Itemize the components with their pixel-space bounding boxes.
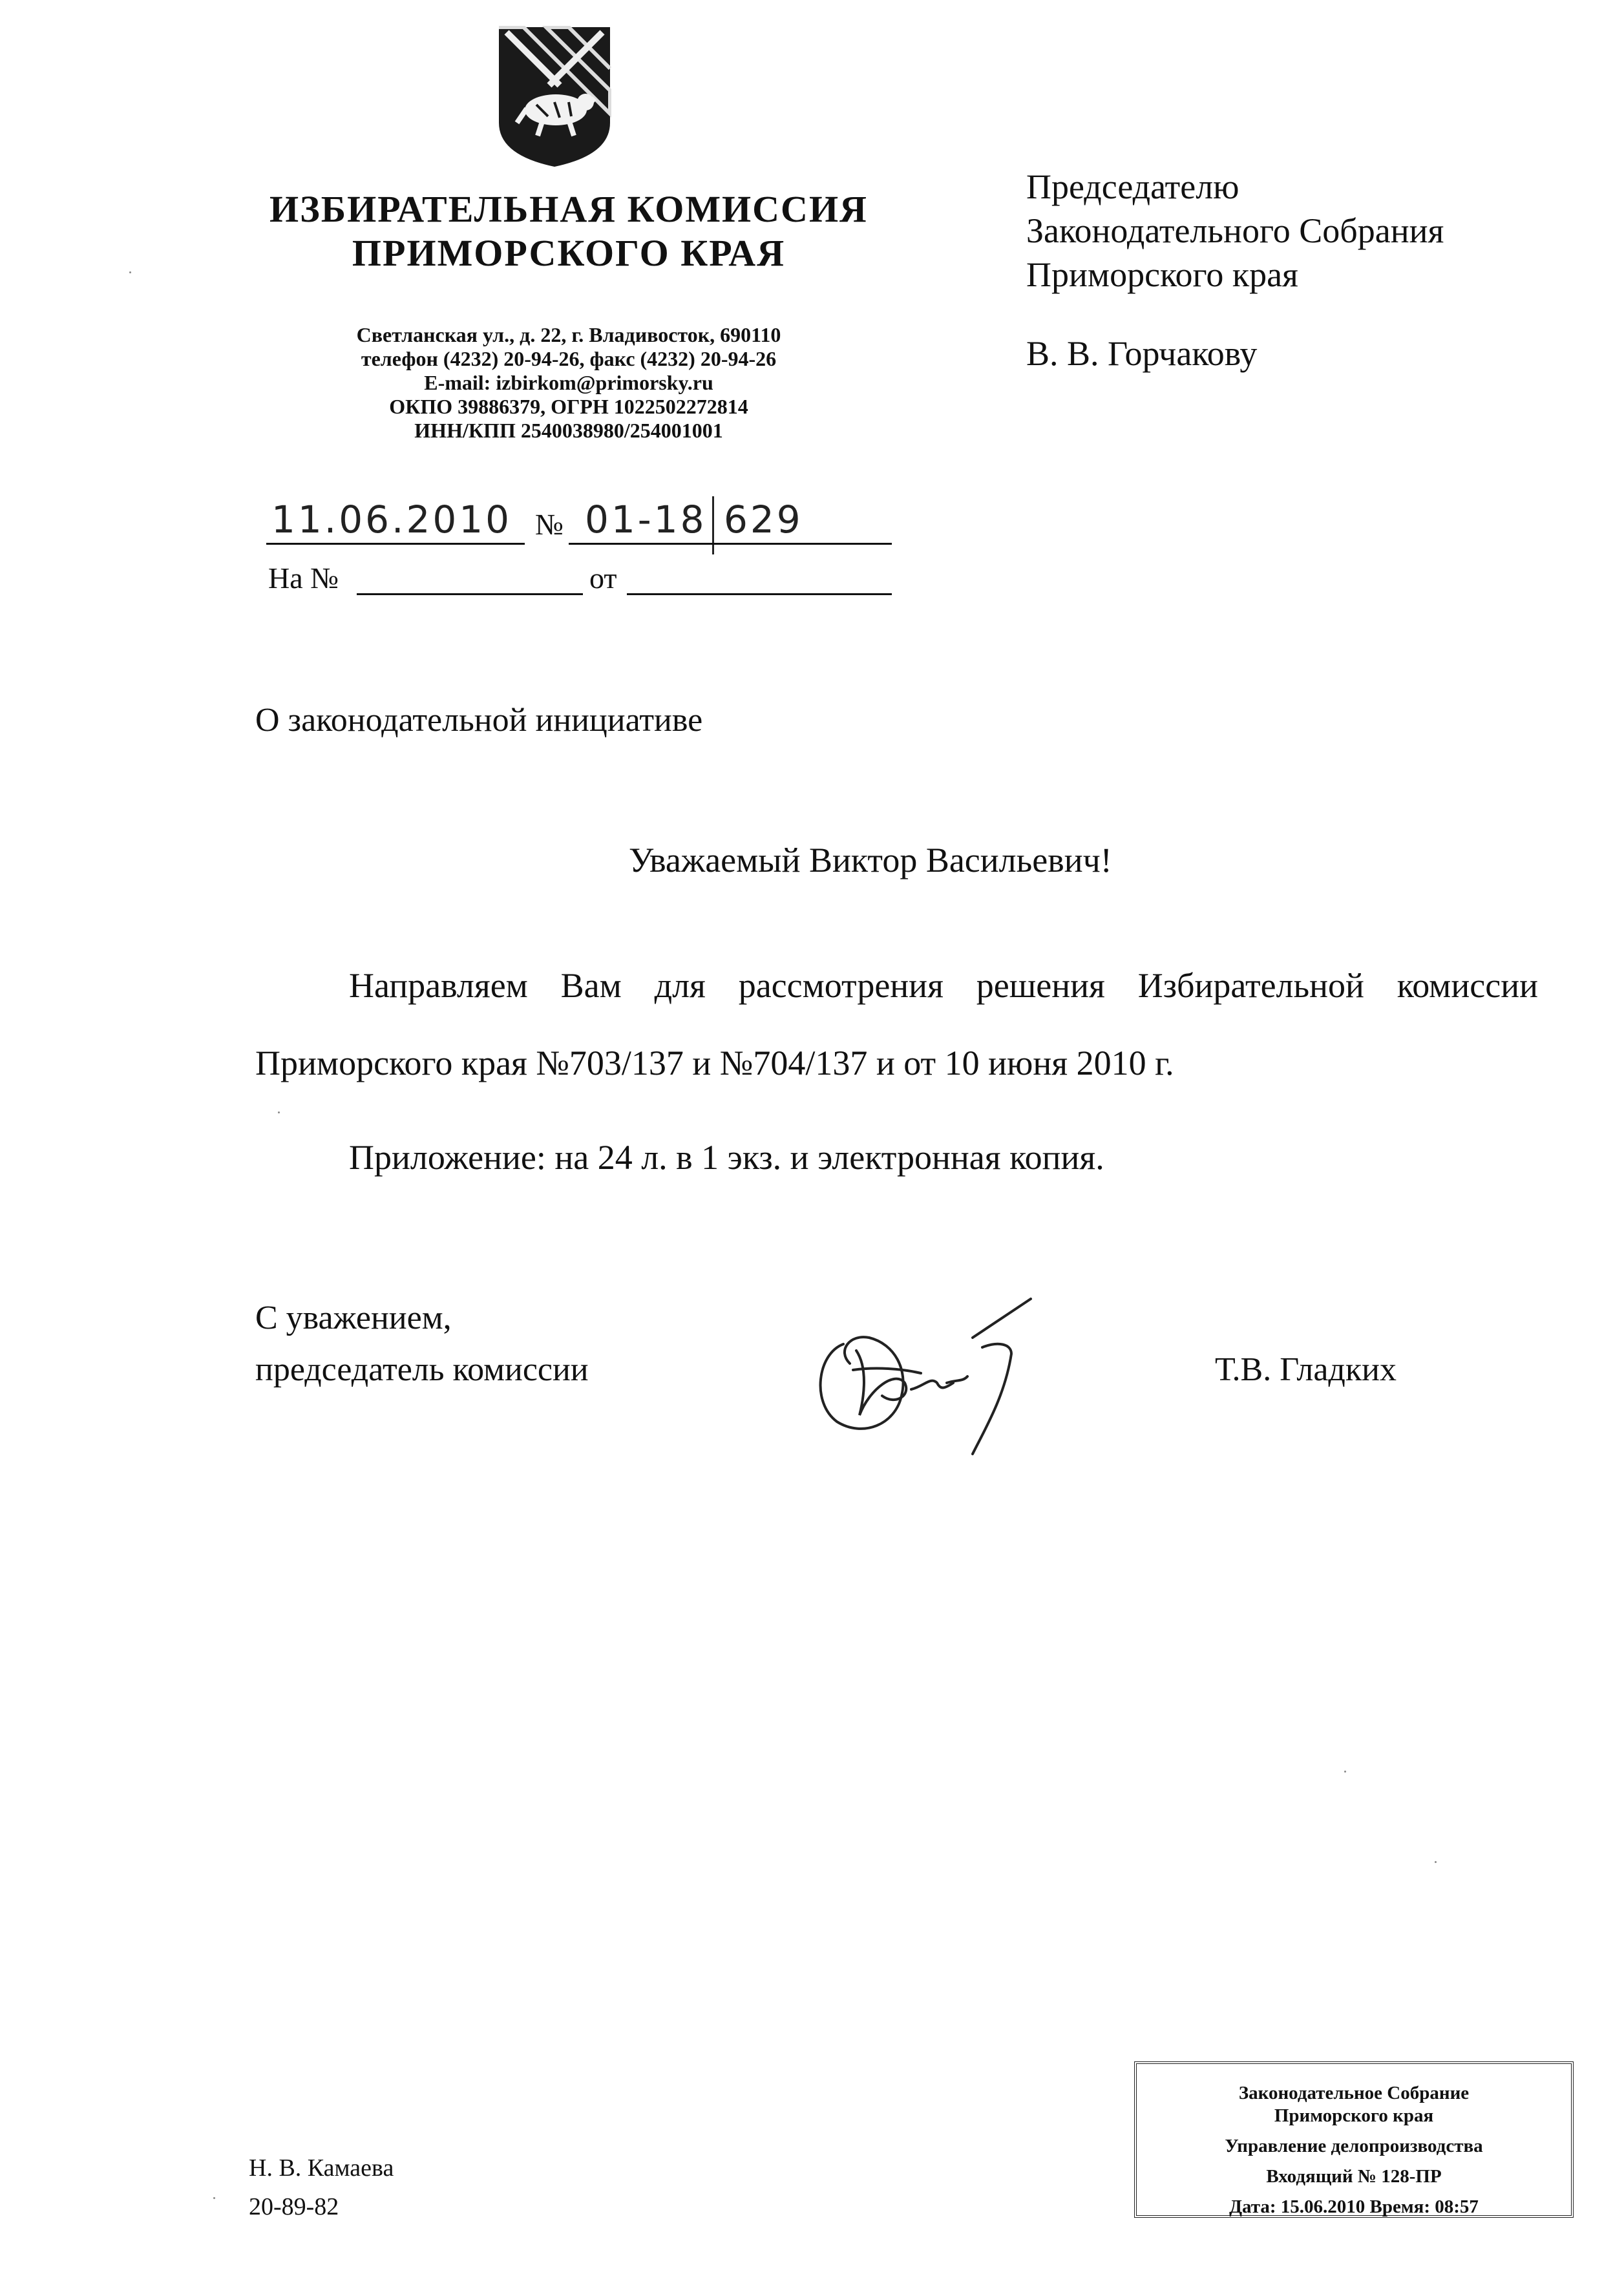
organization-phone: телефон (4232) 20-94-26, факс (4232) 20-94-26 xyxy=(361,347,777,370)
closing-regards: С уважением, xyxy=(255,1300,452,1336)
scan-speck xyxy=(129,271,131,273)
organization-title-line2: ПРИМОРСКОГО КРАЯ xyxy=(352,232,786,274)
addressee-line3: Приморского края xyxy=(1026,255,1298,294)
incoming-registration-stamp xyxy=(1134,2061,1574,2218)
addressee-name: В. В. Горчакову xyxy=(1026,334,1258,373)
reference-number-label: На № xyxy=(268,562,339,595)
organization-address: Светланская ул., д. 22, г. Владивосток, 690110 xyxy=(356,323,781,346)
organization-title-line1: ИЗБИРАТЕЛЬНАЯ КОМИССИЯ xyxy=(269,188,868,230)
organization-contacts xyxy=(246,323,892,443)
registration-number-line xyxy=(569,543,892,545)
executor-block xyxy=(249,2149,394,2226)
registration-date: 11.06.2010 xyxy=(271,498,512,542)
handwritten-signature-icon xyxy=(798,1292,1057,1460)
scan-speck xyxy=(278,1111,280,1113)
letter-appendix: Приложение: на 24 л. в 1 экз. и электронная копия. xyxy=(349,1138,1104,1177)
letter-subject: О законодательной инициативе xyxy=(255,702,703,739)
scan-speck xyxy=(213,2197,215,2199)
addressee-line1: Председателю xyxy=(1026,167,1239,206)
scan-speck xyxy=(1435,1861,1437,1863)
scan-speck xyxy=(1344,1771,1346,1773)
reference-number-line xyxy=(357,593,583,595)
addressee-block xyxy=(1026,165,1444,375)
registration-date-line xyxy=(266,543,525,545)
reference-date-line xyxy=(627,593,892,595)
reference-from-label: от xyxy=(589,562,617,595)
letter-body-line2: Приморского края №703/137 и №704/137 и от 10 июня 2010 г. xyxy=(255,1044,1174,1082)
executor-phone: 20-89-82 xyxy=(249,2193,339,2220)
organization-okpo: ОКПО 39886379, ОГРН 1022502272814 xyxy=(389,395,748,418)
addressee-line2: Законодательного Собрания xyxy=(1026,211,1444,250)
stamp-line3: Управление делопроизводства xyxy=(1225,2136,1483,2156)
closing-position: председатель комиссии xyxy=(255,1351,589,1388)
organization-email: E-mail: izbirkom@primorsky.ru xyxy=(424,371,713,394)
stamp-line2: Приморского края xyxy=(1274,2105,1434,2126)
signer-name: Т.В. Гладких xyxy=(1215,1351,1397,1388)
registration-number-suffix: 629 xyxy=(724,498,803,542)
registration-number-divider xyxy=(712,496,714,554)
stamp-line5: Дата: 15.06.2010 Время: 08:57 xyxy=(1229,2196,1479,2217)
executor-name: Н. В. Камаева xyxy=(249,2154,394,2182)
organization-title xyxy=(246,187,892,275)
organization-inn: ИНН/КПП 2540038980/254001001 xyxy=(414,419,723,442)
letter-closing xyxy=(255,1292,589,1396)
letter-greeting: Уважаемый Виктор Васильевич! xyxy=(629,841,1112,879)
stamp-line1: Законодательное Собрание xyxy=(1238,2083,1470,2103)
stamp-line4: Входящий № 128-ПР xyxy=(1266,2166,1442,2187)
registration-number: 01-18 xyxy=(585,498,707,542)
letter-body-line1: Направляем Вам для рассмотрения решения Избирательной комиссии xyxy=(349,966,1538,1005)
coat-of-arms-icon xyxy=(498,26,611,168)
registration-number-label: № xyxy=(535,508,564,541)
letter-body xyxy=(255,947,1548,1102)
